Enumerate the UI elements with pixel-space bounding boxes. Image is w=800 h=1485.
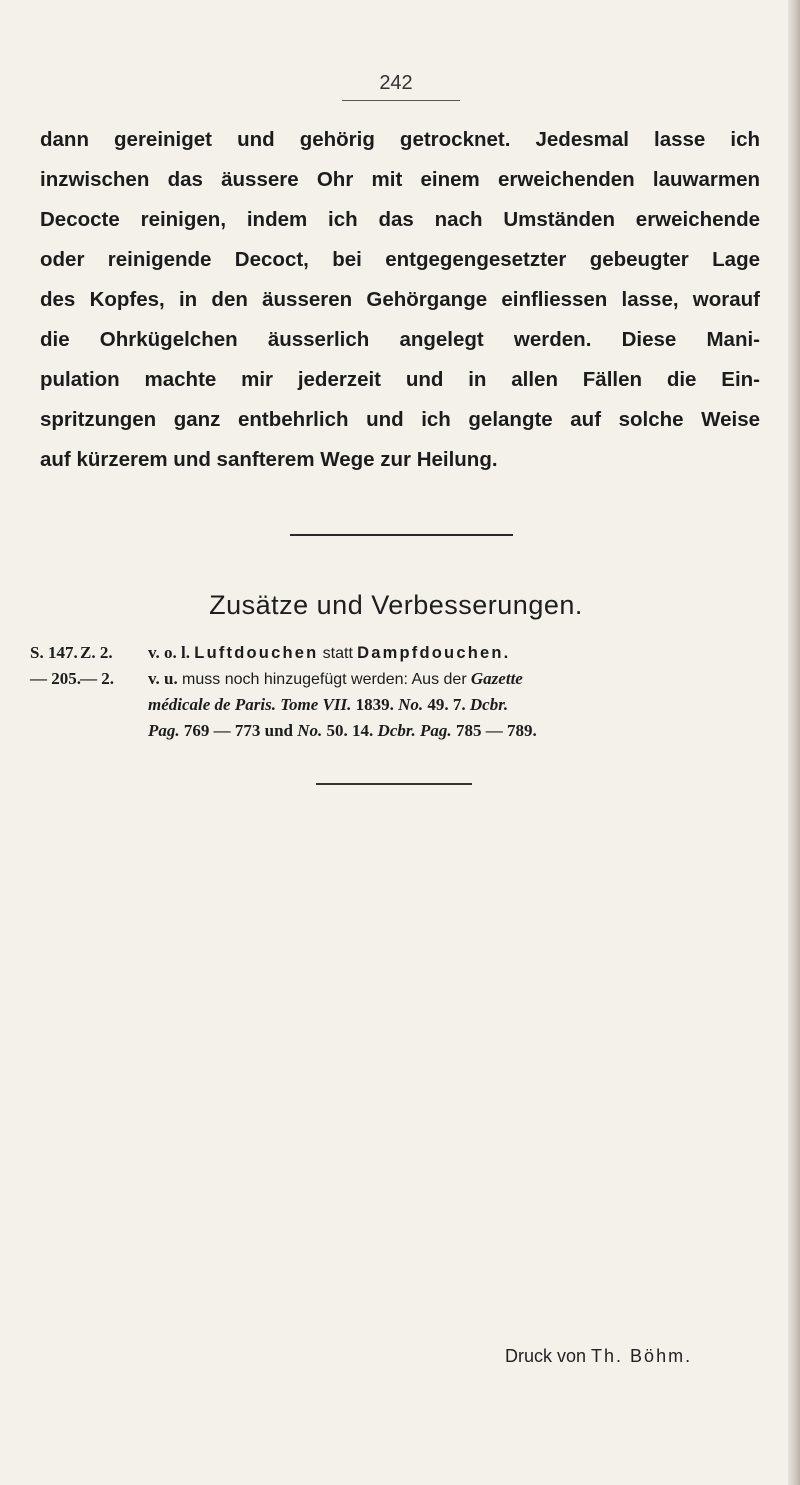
errata-source-title-cont: médicale de Paris. Tome VII. bbox=[148, 695, 352, 714]
errata-issue: 50. 14. bbox=[326, 721, 374, 740]
imprint-prefix: Druck von bbox=[505, 1346, 587, 1366]
errata-continuation-text bbox=[148, 692, 508, 718]
errata-pages: 785 — 789. bbox=[455, 721, 537, 740]
body-paragraph bbox=[40, 120, 760, 480]
errata-correction bbox=[148, 666, 523, 693]
page-edge-shadow bbox=[788, 0, 800, 1485]
errata-replaced-word: Dampfdouchen. bbox=[357, 644, 511, 662]
body-line: pulation machte mir jederzeit und in allen Fällen die Ein- bbox=[40, 368, 760, 391]
section-title: Zusätze und Verbesserungen. bbox=[209, 590, 583, 620]
body-line-last: auf kürzerem und sanfterem Wege zur Heilung. bbox=[40, 448, 498, 471]
errata-no-label: No. bbox=[297, 721, 323, 740]
errata-correction bbox=[148, 640, 510, 667]
body-line: inzwischen das äussere Ohr mit einem erweichenden lauwarmen bbox=[40, 168, 760, 191]
body-line: die Ohrkügelchen äusserlich angelegt werden. Diese Mani- bbox=[40, 328, 760, 351]
errata-continuation bbox=[30, 692, 770, 718]
page-number-rule bbox=[342, 100, 460, 101]
printer-imprint bbox=[505, 1346, 692, 1367]
errata-page: — 205. bbox=[30, 669, 81, 688]
errata-source-title: Gazette bbox=[470, 669, 523, 688]
errata-instruction: muss noch hinzugefügt werden: Aus der bbox=[182, 671, 467, 688]
errata-entry bbox=[30, 666, 770, 692]
errata-year: 1839. bbox=[355, 695, 394, 714]
body-line: oder reinigende Decoct, bei entgegengesetzter gebeugter Lage bbox=[40, 248, 760, 271]
body-line: des Kopfes, in den äusseren Gehörgange einfliessen lasse, worauf bbox=[40, 288, 760, 311]
errata-connector: statt bbox=[322, 645, 353, 662]
errata-entry bbox=[30, 640, 770, 666]
errata-continuation bbox=[30, 718, 770, 744]
errata-position: v. o. l. bbox=[148, 643, 191, 662]
section-divider bbox=[290, 534, 513, 536]
errata-line: Z. 2. bbox=[80, 643, 113, 662]
page-number: 242 bbox=[379, 72, 413, 94]
body-line: spritzungen ganz entbehrlich und ich gelangte auf solche Weise bbox=[40, 408, 760, 431]
errata-pages: 769 — 773 bbox=[183, 721, 261, 740]
errata-no-label: No. bbox=[398, 695, 424, 714]
errata-position: v. u. bbox=[148, 669, 178, 688]
end-divider bbox=[316, 783, 472, 785]
imprint-printer: Th. Böhm. bbox=[591, 1346, 693, 1366]
errata-pag-label: Pag. bbox=[148, 721, 180, 740]
body-line: dann gereiniget und gehörig getrocknet. Jedesmal lasse ich bbox=[40, 128, 760, 151]
errata-month: Dcbr. bbox=[469, 695, 509, 714]
errata-pag-label: Pag. bbox=[420, 721, 452, 740]
errata-correct-word: Luftdouchen bbox=[194, 644, 319, 662]
errata-month: Dcbr. bbox=[377, 721, 416, 740]
errata-und: und bbox=[264, 721, 294, 740]
errata-continuation-text bbox=[148, 718, 537, 744]
body-line: Decocte reinigen, indem ich das nach Umständen erweichende bbox=[40, 208, 760, 231]
errata-line: — 2. bbox=[80, 669, 114, 688]
errata-issue: 49. 7. bbox=[427, 695, 466, 714]
errata-list bbox=[30, 640, 770, 744]
errata-page: S. 147. bbox=[30, 643, 78, 662]
